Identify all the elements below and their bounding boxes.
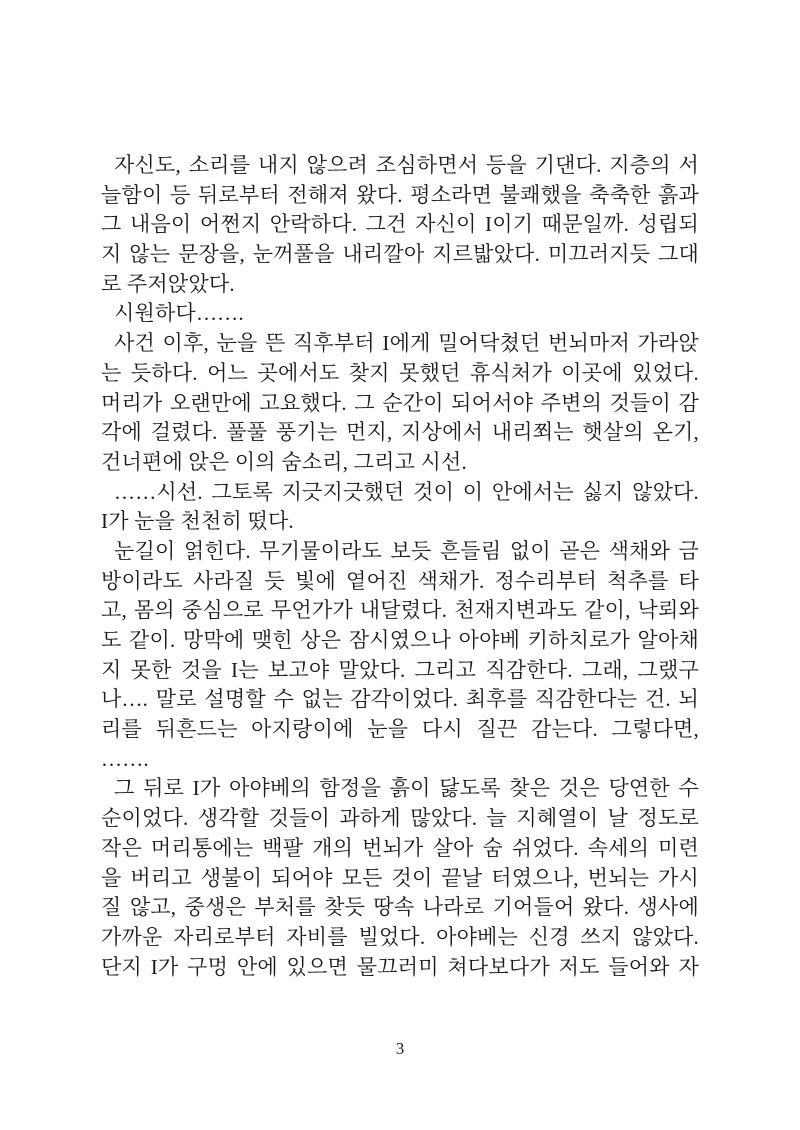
text-line: 순이었다. 생각할 것들이 과하게 많았다. 늘 지혜열이 날 정도로 (101, 806, 699, 831)
text-line: 도 같이. 망막에 맺힌 상은 잠시였으나 아야베 키하치로가 알아채 (101, 628, 699, 652)
text-line: 건너편에 앉은 이의 숨소리, 그리고 시선. (101, 449, 467, 474)
text-line: 사건 이후, 눈을 뜬 직후부터 I에게 밀어닥쳤던 번뇌마저 가라앉 (114, 331, 699, 356)
text-line: 늘함이 등 뒤로부터 전해져 왔다. 평소라면 불쾌했을 축축한 흙과 (101, 182, 699, 207)
text-line: 방이라도 사라질 듯 빛에 옅어진 색채가. 정수리부터 척추를 타 (101, 568, 699, 593)
text-line: 그 뒤로 I가 아야베의 함정을 흙이 닳도록 찾은 것은 당연한 수 (114, 776, 699, 801)
text-line: 작은 머리통에는 백팔 개의 번뇌가 살아 숨 쉬었다. 속세의 미련 (101, 835, 699, 860)
text-line: 지 못한 것을 I는 보고야 말았다. 그리고 직감한다. 그래, 그랬구 (101, 657, 699, 682)
text-line: ……. (101, 746, 149, 771)
text-line: 고, 몸의 중심으로 무언가가 내달렸다. 천재지변과도 같이, 낙뢰와 (101, 598, 699, 623)
text-line: I가 눈을 천천히 떴다. (101, 509, 294, 534)
body-text (101, 151, 699, 982)
text-line: 그 내음이 어쩐지 안락하다. 그건 자신이 I이기 때문일까. 성립되 (101, 212, 699, 237)
page-number: 3 (395, 1039, 405, 1058)
text-line: 리를 뒤흔드는 아지랑이에 눈을 다시 질끈 감는다. 그렇다면, (101, 717, 699, 742)
text-line: 는 듯하다. 어느 곳에서도 찾지 못했던 휴식처가 이곳에 있었다. (101, 360, 699, 385)
text-line: 질 않고, 중생은 부처를 찾듯 땅속 나라로 기어들어 왔다. 생사에 (101, 895, 699, 920)
text-line: 눈길이 얽힌다. 무기물이라도 보듯 흔들림 없이 곧은 색채와 금 (114, 538, 699, 563)
text-line: 로 주저앉았다. (101, 271, 235, 296)
text-line: ……시선. 그토록 지긋지긋했던 것이 이 안에서는 싫지 않았다. (114, 479, 699, 504)
text-line: 지 않는 문장을, 눈꺼풀을 내리깔아 지르밟았다. 미끄러지듯 그대 (101, 242, 699, 267)
text-line: 머리가 오랜만에 고요했다. 그 순간이 되어서야 주변의 것들이 감 (101, 390, 699, 415)
text-line: 시원하다……. (114, 301, 244, 326)
text-line: 각에 걸렸다. 풀풀 풍기는 먼지, 지상에서 내리쬐는 햇살의 온기, (101, 420, 699, 445)
text-line: 가까운 자리로부터 자비를 빌었다. 아야베는 신경 쓰지 않았다. (101, 924, 699, 949)
text-line: 나…. 말로 설명할 수 없는 감각이었다. 최후를 직감한다는 건. 뇌 (101, 687, 699, 712)
text-line: 을 버리고 생불이 되어야 모든 것이 끝날 터였으나, 번뇌는 가시 (101, 865, 699, 890)
text-line: 자신도, 소리를 내지 않으려 조심하면서 등을 기댄다. 지층의 서 (114, 153, 699, 177)
text-line: 단지 I가 구멍 안에 있으면 물끄러미 쳐다보다가 저도 들어와 자 (101, 954, 699, 979)
